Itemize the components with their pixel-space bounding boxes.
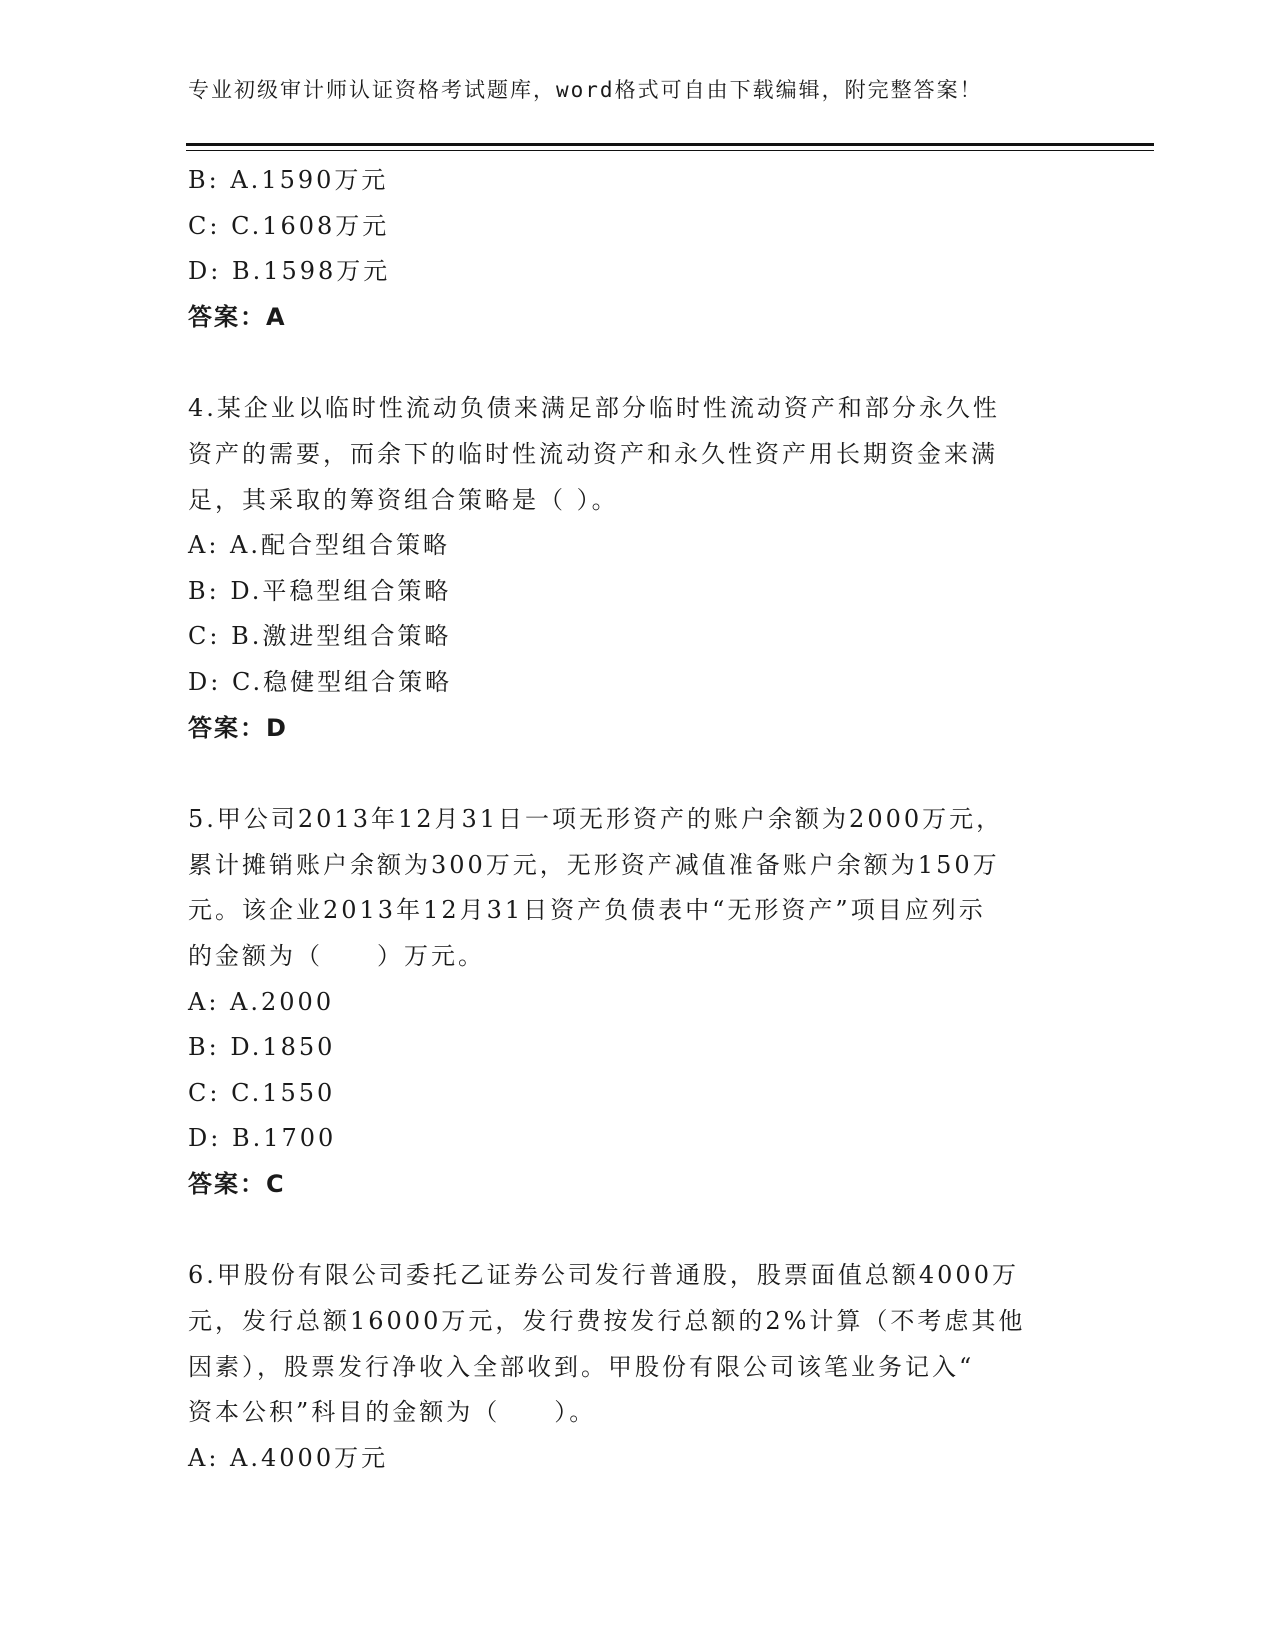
option-line: C: B.激进型组合策略 <box>188 622 452 651</box>
option-line: D: B.1700 <box>188 1124 337 1153</box>
question-text-line: 5.甲公司2013年12月31日一项无形资产的账户余额为2000万元， <box>188 805 1004 834</box>
top-block <box>188 158 1068 340</box>
option-line: C: C.1550 <box>188 1078 336 1107</box>
option-line: D: B.1598万元 <box>188 257 391 286</box>
header-rule-thin <box>186 150 1154 151</box>
option-line: B: D.平稳型组合策略 <box>188 576 452 605</box>
question-5 <box>188 797 1068 1207</box>
question-text-line: 资本公积”科目的金额为（ ）。 <box>188 1398 597 1427</box>
page-header: 专业初级审计师认证资格考试题库，word格式可自由下载编辑，附完整答案！ <box>188 78 983 102</box>
option-line: A: A.2000 <box>188 987 335 1016</box>
question-4 <box>188 386 1068 751</box>
answer-line: 答案：D <box>188 713 288 742</box>
option-line: B: A.1590万元 <box>188 166 389 194</box>
option-line: D: C.稳健型组合策略 <box>188 667 453 696</box>
option-line: A: A.配合型组合策略 <box>188 531 451 560</box>
document-body <box>188 158 1068 1481</box>
question-text-line: 的金额为（ ）万元。 <box>188 941 485 970</box>
option-line: C: C.1608万元 <box>188 211 390 240</box>
answer-line: 答案：C <box>188 1169 286 1198</box>
option-line: A: A.4000万元 <box>188 1443 389 1472</box>
question-text-line: 累计摊销账户余额为300万元，无形资产减值准备账户余额为150万 <box>188 850 1000 879</box>
spacer <box>188 340 1068 386</box>
question-text-line: 6.甲股份有限公司委托乙证券公司发行普通股，股票面值总额4000万 <box>188 1261 1019 1290</box>
answer-line: 答案：A <box>188 302 287 331</box>
question-6 <box>188 1253 1068 1481</box>
option-line: B: D.1850 <box>188 1033 336 1062</box>
question-text-line: 资产的需要，而余下的临时性流动资产和永久性资产用长期资金来满 <box>188 439 998 468</box>
question-text-line: 元。该企业2013年12月31日资产负债表中“无形资产”项目应列示 <box>188 896 986 925</box>
question-text-line: 元，发行总额16000万元，发行费按发行总额的2%计算（不考虑其他 <box>188 1307 1026 1336</box>
question-text-line: 4.某企业以临时性流动负债来满足部分临时性流动资产和部分永久性 <box>188 394 1000 423</box>
question-text-line: 足，其采取的筹资组合策略是（ ）。 <box>188 485 619 514</box>
spacer <box>188 751 1068 797</box>
spacer <box>188 1207 1068 1253</box>
header-rule-thick <box>186 143 1154 146</box>
question-text-line: 因素），股票发行净收入全部收到。甲股份有限公司该笔业务记入“ <box>188 1352 975 1381</box>
